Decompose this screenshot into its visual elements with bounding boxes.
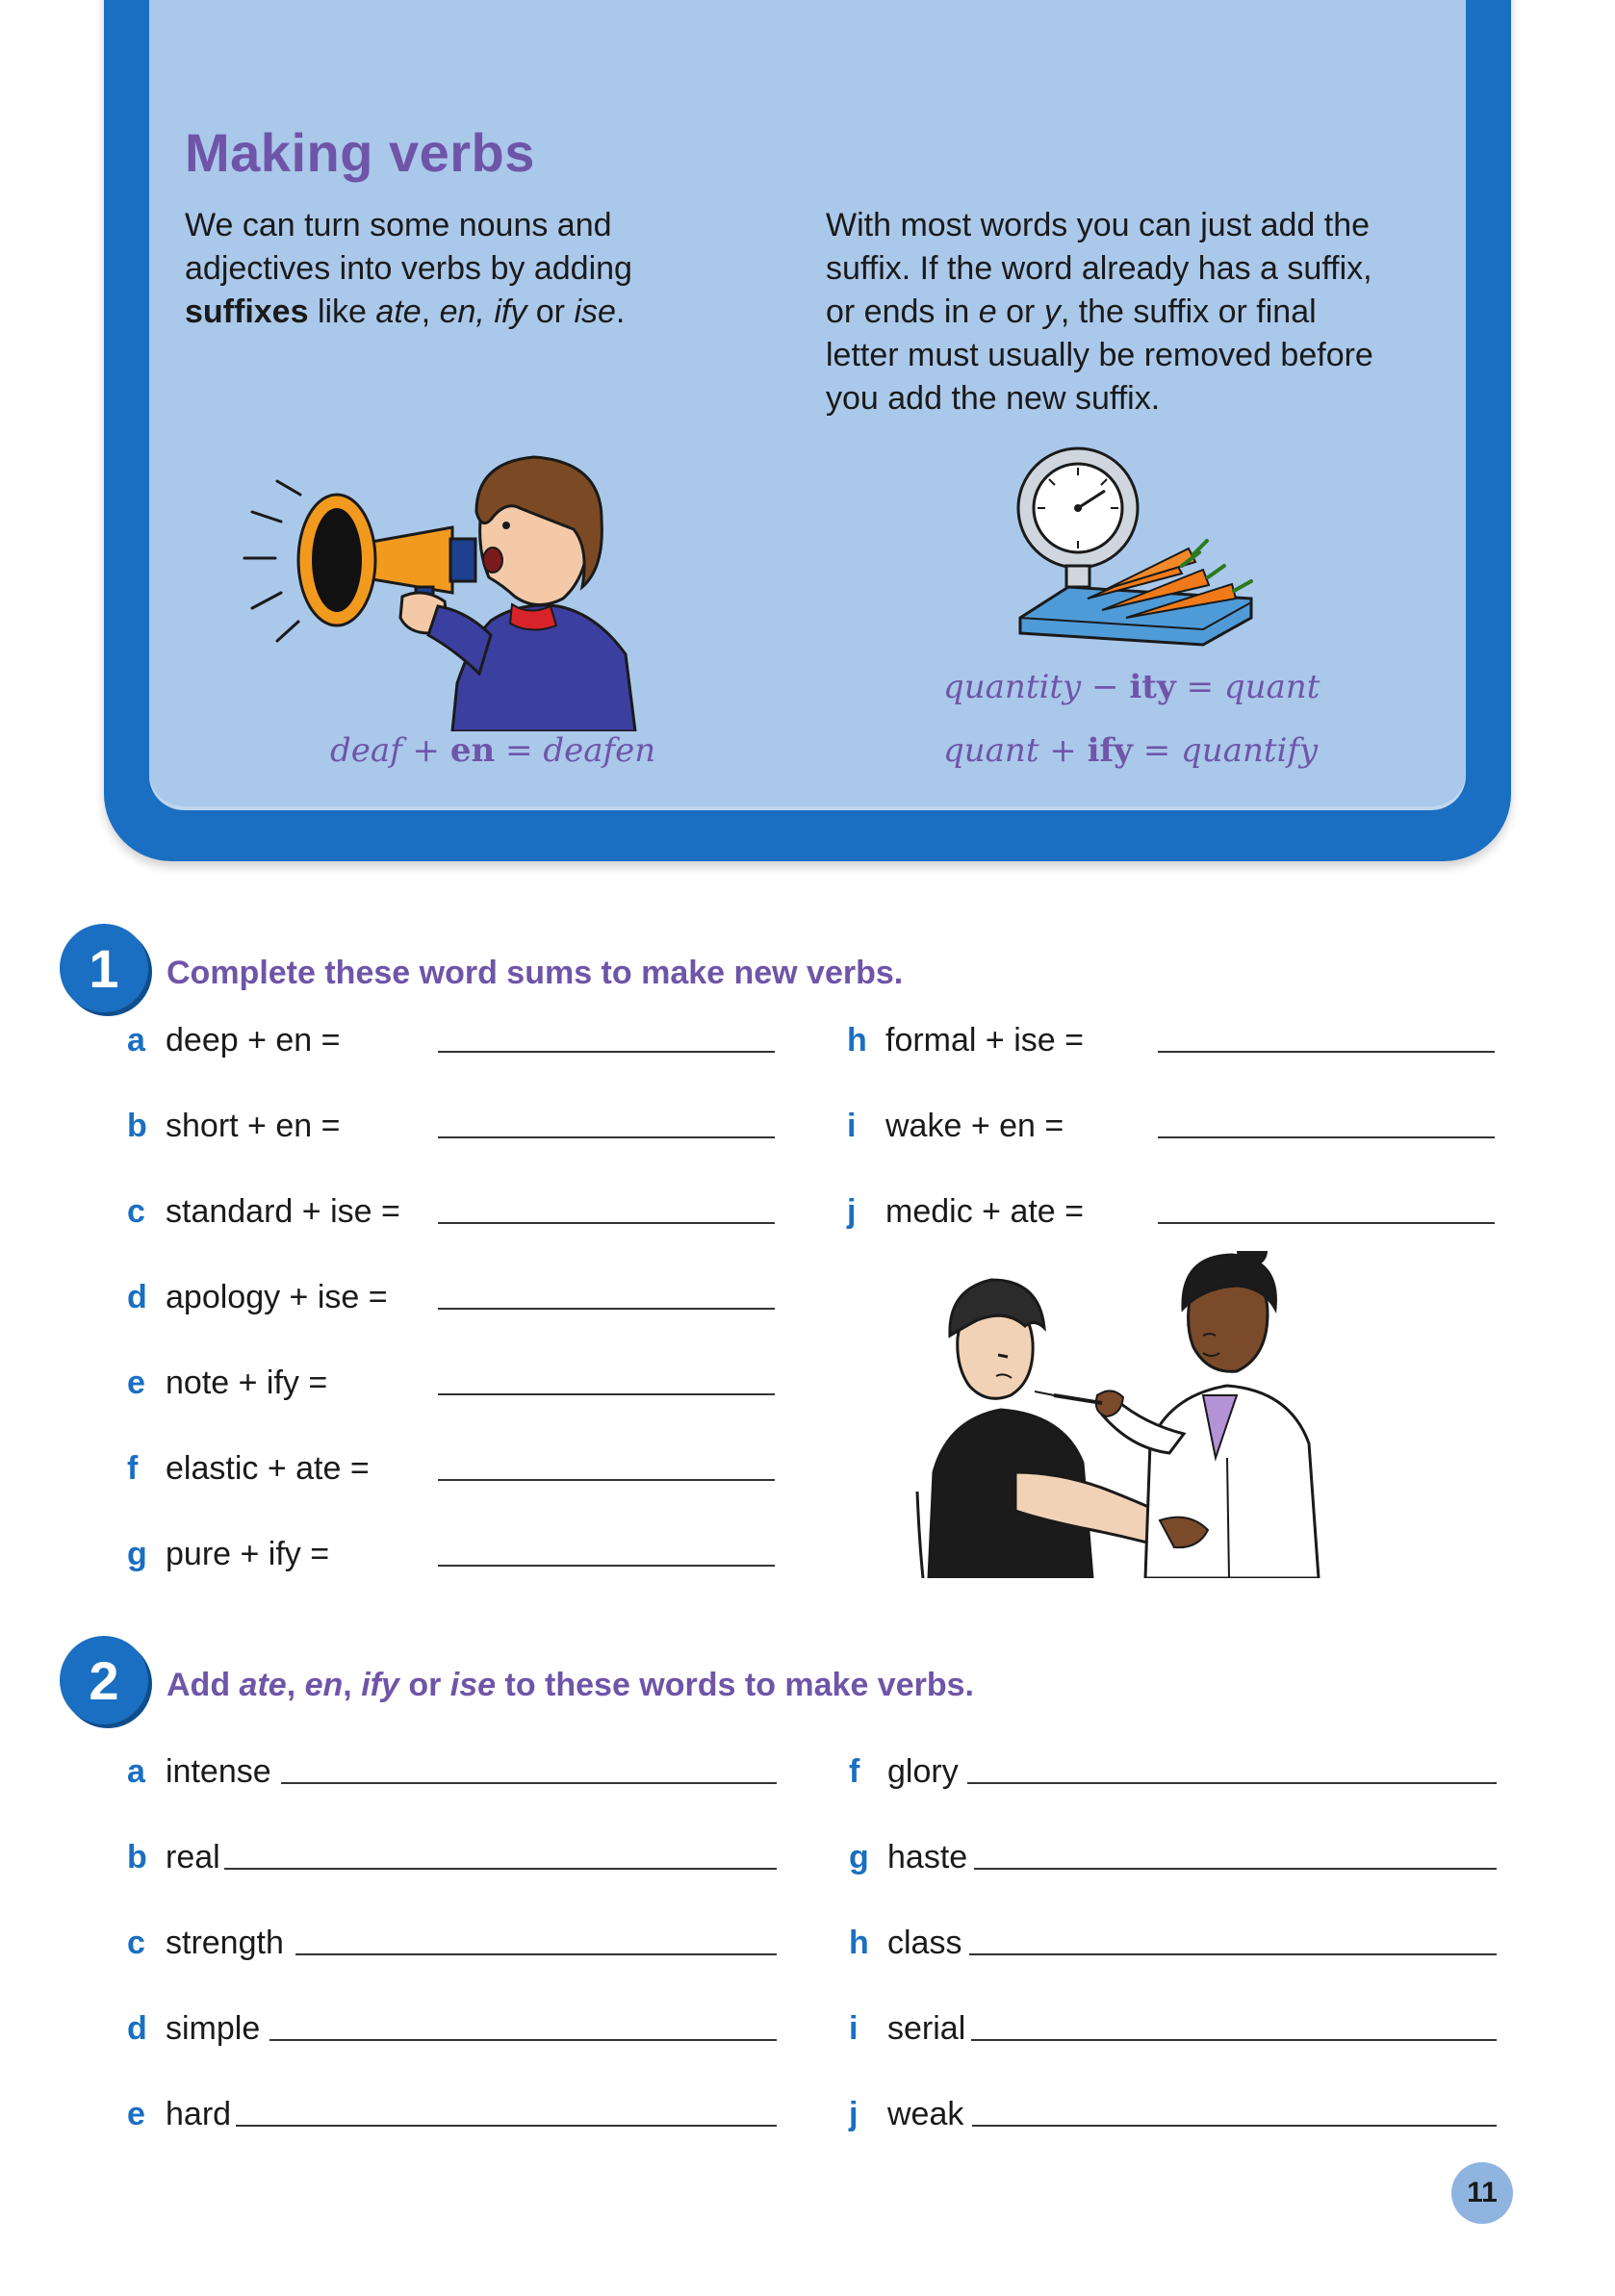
question-letter: c [127,1193,145,1230]
panel-title: Making verbs [185,122,535,183]
formula-deafen: deaf + en = deafen [330,731,656,770]
question-letter: d [127,2010,147,2047]
question-letter: a [127,1753,145,1790]
scale-carrots-illustration [1011,445,1280,658]
question-text: short + en = [166,1108,341,1144]
answer-blank[interactable] [438,1136,775,1138]
question-text: glory [887,1753,959,1790]
question-text: deep + en = [166,1022,341,1059]
megaphone-boy-illustration [231,443,654,731]
answer-blank[interactable] [1158,1222,1495,1224]
answer-blank[interactable] [1158,1136,1495,1138]
question-text: weak [887,2096,964,2132]
answer-blank[interactable] [972,2125,1497,2127]
formula-quant: quantity − ity = quant [943,668,1320,706]
question-text: haste [887,1839,968,1875]
question-letter: f [849,1753,860,1790]
section-2-badge: 2 [60,1636,148,1724]
formula-quantify: quant + ify = quantify [943,731,1319,770]
answer-blank[interactable] [969,1953,1497,1955]
question-text: pure + ify = [166,1536,330,1572]
answer-blank[interactable] [974,1868,1497,1870]
question-text: medic + ate = [885,1193,1085,1230]
question-letter: e [127,2096,145,2132]
answer-blank[interactable] [438,1479,775,1481]
question-text: simple [166,2010,261,2047]
question-text: formal + ise = [885,1022,1084,1059]
question-text: standard + ise = [166,1193,400,1230]
question-letter: i [849,2010,859,2047]
answer-blank[interactable] [1158,1051,1495,1053]
question-letter: j [847,1193,857,1230]
question-text: intense [166,1753,271,1790]
question-letter: d [127,1279,147,1315]
section-2-title: Add ate, en, ify or ise to these words to make verbs. [167,1667,974,1703]
answer-blank[interactable] [971,2039,1497,2041]
question-letter: b [127,1108,147,1144]
section-1-badge: 1 [60,924,148,1012]
answer-blank[interactable] [438,1222,775,1224]
question-letter: h [849,1925,869,1961]
question-text: serial [887,2010,966,2047]
answer-blank[interactable] [224,1868,777,1870]
answer-blank[interactable] [438,1393,775,1395]
question-letter: i [847,1108,857,1144]
question-letter: h [847,1022,867,1059]
question-text: class [887,1925,962,1961]
doctor-injection-illustration [910,1251,1371,1578]
question-letter: j [849,2096,859,2132]
answer-blank[interactable] [295,1953,777,1955]
answer-blank[interactable] [269,2039,777,2041]
question-text: strength [166,1925,284,1961]
question-text: real [166,1839,220,1875]
intro-left-text: We can turn some nouns and adjectives into verbs by adding suffixes like ate, en, ify or ise. [185,207,632,330]
question-letter: a [127,1022,145,1059]
question-text: hard [166,2096,232,2132]
question-letter: c [127,1925,145,1961]
answer-blank[interactable] [438,1051,775,1053]
question-text: elastic + ate = [166,1450,370,1487]
page-number-badge: 11 [1451,2162,1513,2224]
question-letter: f [127,1450,139,1487]
question-letter: e [127,1365,145,1401]
question-text: wake + en = [885,1108,1064,1144]
question-letter: g [127,1536,147,1572]
answer-blank[interactable] [438,1565,775,1567]
question-letter: g [849,1839,869,1875]
intro-right-text: With most words you can just add the suffix. If the word already has a suffix, or ends in e or y, the suffix or final letter must usually be removed before you add the new suffix. [826,207,1373,417]
question-letter: b [127,1839,147,1875]
answer-blank[interactable] [236,2125,777,2127]
answer-blank[interactable] [281,1782,777,1784]
answer-blank[interactable] [967,1782,1497,1784]
section-1-title: Complete these word sums to make new verbs. [167,955,904,991]
question-text: note + ify = [166,1365,328,1401]
question-text: apology + ise = [166,1279,388,1315]
answer-blank[interactable] [438,1308,775,1310]
